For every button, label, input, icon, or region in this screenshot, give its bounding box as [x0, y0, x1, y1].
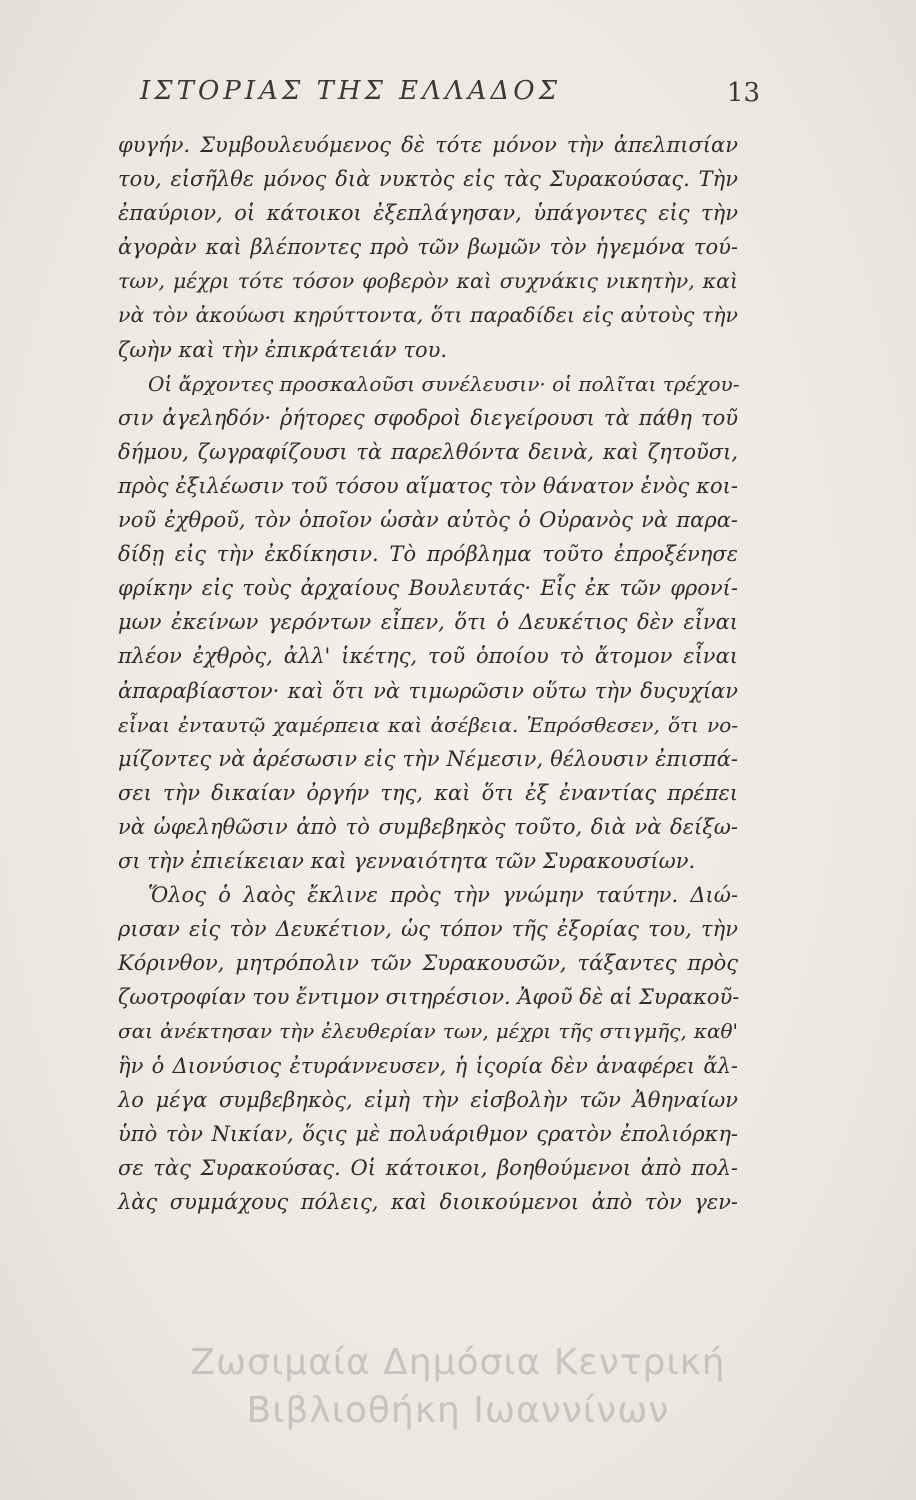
- text-line: σει τὴν δικαίαν ὀργήν της, καὶ ὅτι ἐξ ἐναντίας πρέπει: [118, 780, 738, 805]
- page-number: 13: [726, 78, 760, 108]
- text-line: νὰ τὸν ἀκούωσι κηρύττοντα, ὅτι παραδίδει εἰς αὐτοὺς τὴν: [118, 303, 738, 328]
- text-line: φυγήν. Συμβουλευόμενος δὲ τότε μόνον τὴν ἀπελπισίαν: [118, 133, 738, 157]
- library-watermark-line-2: Βιβλιοθήκη Ιωαννίνων: [246, 1390, 670, 1431]
- text-line: σιν ἀγεληδόν· ῥήτορες σφοδροὶ διεγείρουσι τὰ πάθη τοῦ: [118, 405, 738, 430]
- text-line: ζωοτροφίαν του ἔντιμον σιτηρέσιον. Ἀφοῦ δὲ αἱ Συρακοῦ-: [118, 985, 740, 1010]
- text-line: λο μέγα συμβεβηκὸς, εἰμὴ τὴν εἰσβολὴν τῶν Ἀθηναίων: [118, 1087, 738, 1112]
- text-line: νὰ ὠφεληθῶσιν ἀπὸ τὸ συμβεβηκὸς τοῦτο, διὰ νὰ δείξω-: [118, 814, 738, 839]
- text-line: ἐπαύριον, οἱ κάτοικοι ἐξεπλάγησαν, ὑπάγοντες εἰς τὴν: [118, 201, 738, 226]
- text-line: των, μέχρι τότε τόσον φοβερὸν καὶ συχνάκις νικητὴν, καὶ: [118, 269, 738, 294]
- text-line: δήμου, ζωγραφίζουσι τὰ παρελθόντα δεινὰ, καὶ ζητοῦσι,: [118, 439, 738, 464]
- running-head: [140, 76, 760, 116]
- text-line: μίζοντες νὰ ἀρέσωσιν εἰς τὴν Νέμεσιν, θέλουσιν ἐπισπά-: [118, 746, 738, 771]
- text-line: σε τὰς Συρακούσας. Οἱ κάτοικοι, βοηθούμενοι ἀπὸ πολ-: [118, 1155, 738, 1180]
- body-text: [118, 128, 738, 1219]
- text-line: σαι ἀνέκτησαν τὴν ἐλευθερίαν των, μέχρι τῆς στιγμῆς, καθ': [118, 1019, 738, 1044]
- text-line: ρισαν εἰς τὸν Δευκέτιον, ὡς τόπον τῆς ἐξορίας του, τὴν: [118, 917, 738, 942]
- text-line: ζωὴν καὶ τὴν ἐπικράτειάν του.: [118, 337, 448, 362]
- text-line: ἀπαραβίαστον· καὶ ὅτι νὰ τιμωρῶσιν οὕτω τὴν δυςυχίαν: [118, 678, 738, 703]
- text-line: Οἱ ἄρχοντες προσκαλοῦσι συνέλευσιν· οἱ πολῖται τρέχου-: [148, 371, 740, 396]
- text-line: Ὅλος ὁ λαὸς ἔκλινε πρὸς τὴν γνώμην ταύτην. Διώ-: [148, 883, 738, 908]
- text-line: πρὸς ἐξιλέωσιν τοῦ τόσου αἵματος τὸν θάνατον ἑνὸς κοι-: [118, 473, 738, 498]
- text-line: ἣν ὁ Διονύσιος ἐτυράννευσεν, ἡ ἱςορία δὲν ἀναφέρει ἄλ-: [118, 1053, 738, 1078]
- text-line: εἶναι ἐνταυτῷ χαμέρπεια καὶ ἀσέβεια. Ἐπρόσθεσεν, ὅτι νο-: [118, 712, 738, 737]
- text-line: λὰς συμμάχους πόλεις, καὶ διοικούμενοι ἀπὸ τὸν γεν-: [118, 1189, 738, 1214]
- text-line: ἀγορὰν καὶ βλέποντες πρὸ τῶν βωμῶν τὸν ἡγεμόνα τού-: [118, 235, 738, 260]
- text-line: ὑπὸ τὸν Νικίαν, ὅςις μὲ πολυάριθμον ςρατὸν ἐπολιόρκη-: [118, 1121, 738, 1146]
- library-watermark-line-1: Ζωσιμαία Δημόσια Κεντρική: [190, 1342, 726, 1383]
- text-line: δίδῃ εἰς τὴν ἐκδίκησιν. Τὸ πρόβλημα τοῦτο ἐπροξένησε: [118, 542, 738, 567]
- text-line: Κόρινθον, μητρόπολιν τῶν Συρακουσῶν, τάξαντες πρὸς: [118, 951, 738, 976]
- text-line: φρίκην εἰς τοὺς ἀρχαίους Βουλευτάς· Εἷς ἐκ τῶν φρονί-: [118, 576, 738, 601]
- text-line: σι τὴν ἐπιείκειαν καὶ γενναιότητα τῶν Συρακουσίων.: [118, 848, 696, 873]
- text-line: μων ἐκείνων γερόντων εἶπεν, ὅτι ὁ Δευκέτιος δὲν εἶναι: [118, 610, 738, 635]
- text-line: νοῦ ἐχθροῦ, τὸν ὁποῖον ὡσὰν αὐτὸς ὁ Οὐρανὸς νὰ παρα-: [118, 508, 738, 533]
- text-line: πλέον ἐχθρὸς, ἀλλ' ἱκέτης, τοῦ ὁποίου τὸ ἄτομον εἶναι: [118, 644, 738, 669]
- running-title: ΙΣΤΟΡΙΑΣ ΤΗΣ ΕΛΛΑΔΟΣ: [140, 76, 561, 106]
- text-line: του, εἰσῆλθε μόνος διὰ νυκτὸς εἰς τὰς Συρακούσας. Τὴν: [118, 167, 738, 192]
